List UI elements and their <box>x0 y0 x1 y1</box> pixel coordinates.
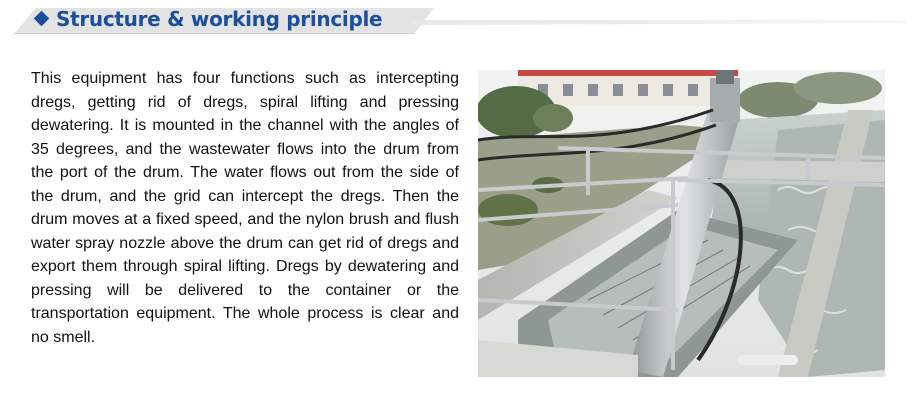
section-title: Structure & working principle <box>56 7 383 31</box>
description-paragraph: This equipment has four functions such as intercepting dregs, getting rid of dregs, spiral lifting and pressing dewatering. It is mounted in the channel with the angles of 35 degrees, and the wastewater flows into the drum from the port of the drum. The water flows out from the side of the drum, and the grid can intercept the dregs. Then the drum moves at a fixed speed, and the nylon brush and flush water spray nozzle above the drum can get rid of dregs and export them through spiral lifting. Dregs by dewatering and pressing will be delivered to the container or the transportation equipment. The whole process is clear and no smell. <box>31 70 459 346</box>
equipment-photo <box>478 70 885 377</box>
